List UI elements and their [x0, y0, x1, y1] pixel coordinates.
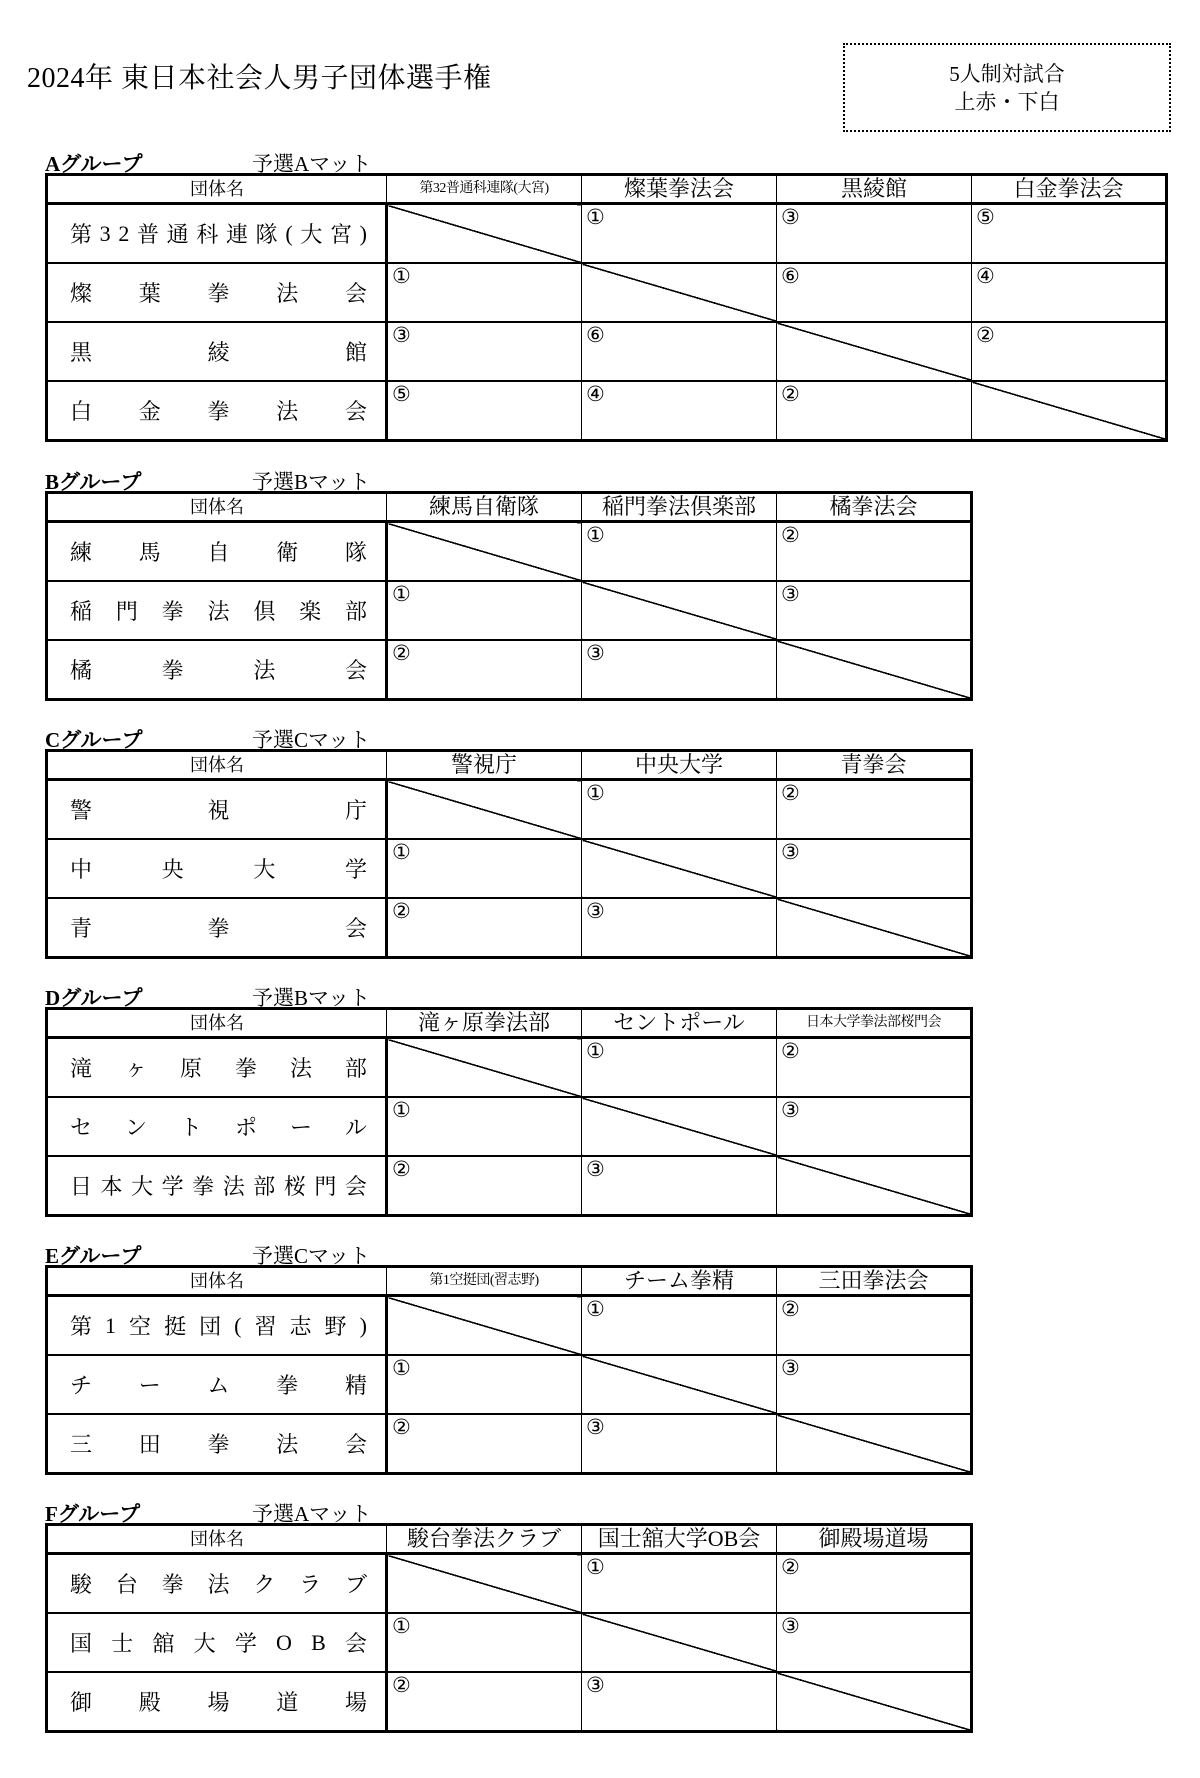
- team-name: 第 3 2 普 通 科 連 隊 ( 大 宮 ): [70, 220, 367, 247]
- match-cell: [387, 1156, 582, 1216]
- team-name-cell: [47, 522, 387, 582]
- group-a: [45, 150, 1168, 442]
- match-cell: [582, 522, 777, 582]
- match-order-number: ⑥: [586, 323, 605, 347]
- match-order-number: ⑤: [976, 205, 995, 229]
- round-robin-table: [45, 1007, 973, 1217]
- table-row: [47, 1672, 972, 1732]
- table-row: [47, 1097, 972, 1156]
- match-cell: [387, 1613, 582, 1672]
- table-row: [47, 204, 1167, 264]
- match-order-number: ③: [586, 899, 605, 923]
- team-name-cell: [47, 1554, 387, 1614]
- match-cell: [582, 1414, 777, 1474]
- opponent-header: 稲門拳法倶楽部: [582, 493, 777, 522]
- match-order-number: ③: [781, 205, 800, 229]
- self-match-cell: [582, 1355, 777, 1414]
- match-cell: [777, 1613, 972, 1672]
- group-f: [45, 1500, 973, 1733]
- header-row: [47, 1009, 972, 1038]
- match-order-number: ③: [781, 1098, 800, 1122]
- table-row: [47, 1296, 972, 1356]
- match-cell: [582, 780, 777, 840]
- match-order-number: ③: [781, 840, 800, 864]
- team-name-header: 団体名: [47, 751, 387, 780]
- match-order-number: ④: [586, 382, 605, 406]
- group-name: Aグループ: [45, 152, 143, 176]
- table-row: [47, 1355, 972, 1414]
- team-name-cell: [47, 1296, 387, 1356]
- match-cell: [387, 1097, 582, 1156]
- team-name-cell: [47, 839, 387, 898]
- self-match-cell: [582, 1097, 777, 1156]
- self-match-cell: [387, 1038, 582, 1098]
- match-cell: [582, 322, 777, 381]
- match-cell: [582, 204, 777, 264]
- table-row: [47, 1038, 972, 1098]
- opponent-header: 警視庁: [387, 751, 582, 780]
- team-name-cell: [47, 381, 387, 441]
- match-order-number: ②: [976, 323, 995, 347]
- self-match-cell: [777, 1414, 972, 1474]
- self-match-cell: [777, 640, 972, 700]
- opponent-header: 練馬自衛隊: [387, 493, 582, 522]
- match-order-number: ②: [781, 1297, 800, 1321]
- header-row: [47, 1267, 972, 1296]
- team-name-header: 団体名: [47, 1009, 387, 1038]
- match-cell: [387, 1672, 582, 1732]
- table-row: [47, 1414, 972, 1474]
- group-c: [45, 726, 973, 959]
- match-order-number: ②: [392, 1415, 411, 1439]
- header-row: [47, 1525, 972, 1554]
- group-name: Bグループ: [45, 470, 142, 494]
- mat-label: 予選Bマット: [252, 986, 371, 1010]
- group-name: Eグループ: [45, 1244, 142, 1268]
- team-name-cell: [47, 1097, 387, 1156]
- self-match-cell: [582, 839, 777, 898]
- match-order-number: ①: [586, 1297, 605, 1321]
- group-header: [45, 1500, 973, 1526]
- team-name: 第 1 空 挺 団 ( 習 志 野 ): [70, 1312, 367, 1339]
- match-order-number: ⑤: [392, 382, 411, 406]
- match-cell: [387, 839, 582, 898]
- mat-label: 予選Aマット: [252, 1502, 372, 1526]
- table-row: [47, 839, 972, 898]
- match-order-number: ①: [392, 840, 411, 864]
- opponent-header: セントポール: [582, 1009, 777, 1038]
- self-match-cell: [582, 263, 777, 322]
- team-name: 滝 ヶ 原 拳 法 部: [70, 1056, 367, 1081]
- opponent-header: 燦葉拳法会: [582, 175, 777, 204]
- match-cell: [777, 522, 972, 582]
- match-order-number: ③: [781, 1356, 800, 1380]
- match-cell: [582, 1296, 777, 1356]
- opponent-header: 第1空挺団(習志野): [387, 1267, 582, 1296]
- opponent-header: 三田拳法会: [777, 1267, 972, 1296]
- self-match-cell: [972, 381, 1167, 441]
- round-robin-table: [45, 1523, 973, 1733]
- match-cell: [777, 263, 972, 322]
- team-name-cell: [47, 1672, 387, 1732]
- opponent-header: 第32普通科連隊(大宮): [387, 175, 582, 204]
- match-order-number: ⑥: [781, 264, 800, 288]
- match-order-number: ①: [586, 1555, 605, 1579]
- team-name-cell: [47, 581, 387, 640]
- match-format-line: 5人制対試合: [949, 61, 1065, 86]
- round-robin-table: [45, 173, 1168, 442]
- match-cell: [777, 839, 972, 898]
- match-cell: [387, 322, 582, 381]
- self-match-cell: [777, 1672, 972, 1732]
- team-name: 御 殿 場 道 場: [70, 1690, 367, 1715]
- team-name: 青 拳 会: [70, 916, 367, 941]
- page-title: 2024年 東日本社会人男子団体選手権: [27, 63, 492, 94]
- table-row: [47, 640, 972, 700]
- group-name: Cグループ: [45, 728, 143, 752]
- match-cell: [582, 1156, 777, 1216]
- match-cell: [777, 1097, 972, 1156]
- team-name-cell: [47, 1355, 387, 1414]
- group-name: Fグループ: [45, 1502, 141, 1526]
- match-order-number: ②: [781, 1039, 800, 1063]
- team-name: セ ン ト ポ ー ル: [70, 1115, 367, 1140]
- match-order-number: ②: [781, 382, 800, 406]
- table-row: [47, 322, 1167, 381]
- color-assignment-line: 上赤・下白: [954, 89, 1060, 114]
- group-header: [45, 726, 973, 752]
- opponent-header: 国士舘大学OB会: [582, 1525, 777, 1554]
- self-match-cell: [777, 322, 972, 381]
- team-name-cell: [47, 780, 387, 840]
- match-cell: [777, 1355, 972, 1414]
- opponent-header: 御殿場道場: [777, 1525, 972, 1554]
- self-match-cell: [387, 1296, 582, 1356]
- team-name: 三 田 拳 法 会: [70, 1432, 367, 1457]
- match-format-note: [843, 43, 1171, 132]
- self-match-cell: [582, 1613, 777, 1672]
- match-cell: [777, 1296, 972, 1356]
- header-row: [47, 493, 972, 522]
- team-name-cell: [47, 640, 387, 700]
- match-cell: [582, 1038, 777, 1098]
- match-order-number: ②: [392, 899, 411, 923]
- match-order-number: ①: [586, 1039, 605, 1063]
- round-robin-table: [45, 491, 973, 701]
- group-d: [45, 984, 973, 1217]
- match-cell: [972, 204, 1167, 264]
- match-cell: [972, 322, 1167, 381]
- table-row: [47, 581, 972, 640]
- match-order-number: ①: [392, 264, 411, 288]
- match-cell: [777, 581, 972, 640]
- header-row: [47, 175, 1167, 204]
- mat-label: 予選Aマット: [252, 152, 372, 176]
- table-row: [47, 1156, 972, 1216]
- opponent-header: 中央大学: [582, 751, 777, 780]
- match-cell: [777, 381, 972, 441]
- team-name-header: 団体名: [47, 175, 387, 204]
- table-row: [47, 898, 972, 958]
- table-row: [47, 1554, 972, 1614]
- group-header: [45, 1242, 973, 1268]
- self-match-cell: [582, 581, 777, 640]
- match-order-number: ①: [586, 205, 605, 229]
- header-row: [47, 751, 972, 780]
- match-order-number: ③: [586, 641, 605, 665]
- opponent-header: 黒綾館: [777, 175, 972, 204]
- match-order-number: ①: [586, 781, 605, 805]
- team-name-header: 団体名: [47, 493, 387, 522]
- match-order-number: ①: [392, 582, 411, 606]
- match-order-number: ①: [392, 1614, 411, 1638]
- match-cell: [582, 1672, 777, 1732]
- opponent-header: 青拳会: [777, 751, 972, 780]
- match-cell: [777, 1038, 972, 1098]
- team-name-cell: [47, 322, 387, 381]
- match-order-number: ③: [586, 1673, 605, 1697]
- team-name-cell: [47, 204, 387, 264]
- team-name: 中 央 大 学: [70, 857, 367, 882]
- opponent-header: 滝ヶ原拳法部: [387, 1009, 582, 1038]
- team-name-cell: [47, 1038, 387, 1098]
- team-name: チ ー ム 拳 精: [70, 1373, 367, 1398]
- self-match-cell: [777, 1156, 972, 1216]
- opponent-header: 日本大学拳法部桜門会: [777, 1009, 972, 1038]
- opponent-header: 駿台拳法クラブ: [387, 1525, 582, 1554]
- table-row: [47, 522, 972, 582]
- match-cell: [387, 381, 582, 441]
- round-robin-table: [45, 1265, 973, 1475]
- match-cell: [582, 1554, 777, 1614]
- team-name-cell: [47, 1613, 387, 1672]
- match-cell: [387, 263, 582, 322]
- table-row: [47, 263, 1167, 322]
- match-order-number: ②: [392, 641, 411, 665]
- self-match-cell: [387, 522, 582, 582]
- match-order-number: ③: [586, 1157, 605, 1181]
- match-cell: [387, 898, 582, 958]
- table-row: [47, 780, 972, 840]
- match-order-number: ③: [392, 323, 411, 347]
- team-name: 橘 拳 法 会: [70, 658, 367, 683]
- match-order-number: ①: [392, 1356, 411, 1380]
- match-cell: [387, 1355, 582, 1414]
- self-match-cell: [777, 898, 972, 958]
- table-row: [47, 1613, 972, 1672]
- match-cell: [777, 780, 972, 840]
- team-name-cell: [47, 1156, 387, 1216]
- match-cell: [582, 898, 777, 958]
- match-order-number: ③: [586, 1415, 605, 1439]
- match-order-number: ②: [392, 1157, 411, 1181]
- opponent-header: チーム拳精: [582, 1267, 777, 1296]
- round-robin-table: [45, 749, 973, 959]
- match-order-number: ②: [392, 1673, 411, 1697]
- match-order-number: ③: [781, 582, 800, 606]
- self-match-cell: [387, 204, 582, 264]
- match-cell: [582, 381, 777, 441]
- match-cell: [777, 1554, 972, 1614]
- match-order-number: ①: [392, 1098, 411, 1122]
- match-order-number: ②: [781, 1555, 800, 1579]
- group-header: [45, 984, 973, 1010]
- mat-label: 予選Bマット: [252, 470, 371, 494]
- group-e: [45, 1242, 973, 1475]
- team-name: 白 金 拳 法 会: [70, 399, 367, 424]
- team-name: 警 視 庁: [70, 798, 367, 823]
- match-cell: [582, 640, 777, 700]
- match-cell: [387, 1414, 582, 1474]
- match-order-number: ④: [976, 264, 995, 288]
- match-order-number: ②: [781, 523, 800, 547]
- team-name: 練 馬 自 衛 隊: [70, 540, 367, 565]
- group-header: [45, 150, 1168, 176]
- team-name-cell: [47, 263, 387, 322]
- team-name-cell: [47, 1414, 387, 1474]
- self-match-cell: [387, 780, 582, 840]
- match-cell: [387, 581, 582, 640]
- table-row: [47, 381, 1167, 441]
- match-cell: [777, 204, 972, 264]
- team-name: 国 士 舘 大 学 O B 会: [70, 1629, 367, 1656]
- match-cell: [387, 640, 582, 700]
- mat-label: 予選Cマット: [252, 728, 371, 752]
- match-order-number: ①: [586, 523, 605, 547]
- team-name: 日 本 大 学 拳 法 部 桜 門 会: [70, 1174, 367, 1199]
- group-header: [45, 468, 973, 494]
- opponent-header: 白金拳法会: [972, 175, 1167, 204]
- match-cell: [972, 263, 1167, 322]
- team-name-cell: [47, 898, 387, 958]
- team-name-header: 団体名: [47, 1525, 387, 1554]
- team-name-header: 団体名: [47, 1267, 387, 1296]
- match-order-number: ②: [781, 781, 800, 805]
- team-name: 駿 台 拳 法 ク ラ ブ: [70, 1572, 367, 1597]
- mat-label: 予選Cマット: [252, 1244, 371, 1268]
- team-name: 黒 綾 館: [70, 340, 367, 365]
- match-order-number: ③: [781, 1614, 800, 1638]
- self-match-cell: [387, 1554, 582, 1614]
- team-name: 稲 門 拳 法 倶 楽 部: [70, 599, 367, 624]
- team-name: 燦 葉 拳 法 会: [70, 281, 367, 306]
- group-name: Dグループ: [45, 986, 143, 1010]
- opponent-header: 橘拳法会: [777, 493, 972, 522]
- group-b: [45, 468, 973, 701]
